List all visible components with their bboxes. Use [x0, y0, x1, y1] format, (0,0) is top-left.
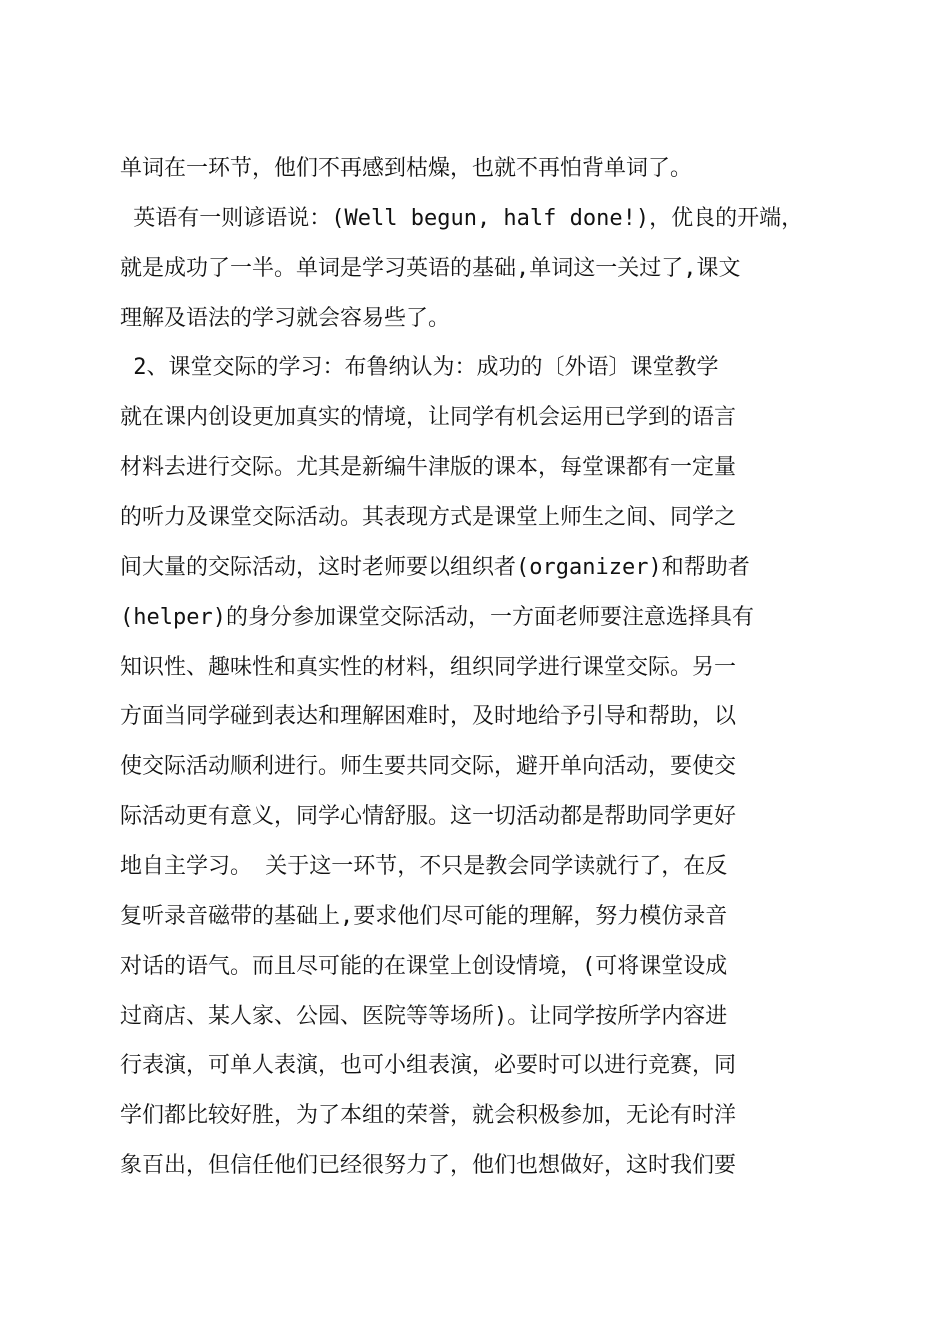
- text-line: 单词在一环节，他们不再感到枯燥，也就不再怕背单词了。: [120, 156, 693, 181]
- text-line: 对话的语气。而且尽可能的在课堂上创设情境，(可将课堂设成: [120, 954, 728, 979]
- text-line: 象百出，但信任他们已经很努力了，他们也想做好，这时我们要: [120, 1153, 737, 1178]
- text-line: 知识性、趣味性和真实性的材料，组织同学进行课堂交际。另一: [120, 655, 737, 680]
- text-line: 英语有一则谚语说：(Well begun, half done!)，优良的开端，: [120, 206, 804, 231]
- text-line: 使交际活动顺利进行。师生要共同交际，避开单向活动，要使交: [120, 754, 737, 779]
- text-line: 的听力及课堂交际活动。其表现方式是课堂上师生之间、同学之: [120, 505, 737, 530]
- text-line: 理解及语法的学习就会容易些了。: [120, 306, 451, 331]
- text-line: 学们都比较好胜，为了本组的荣誉，就会积极参加，无论有时洋: [120, 1103, 737, 1128]
- text-line: 行表演，可单人表演，也可小组表演，必要时可以进行竞赛，同: [120, 1053, 737, 1078]
- text-line: 材料去进行交际。尤其是新编牛津版的课本，每堂课都有一定量: [120, 455, 737, 480]
- text-line: 方面当同学碰到表达和理解困难时，及时地给予引导和帮助，以: [120, 704, 737, 729]
- text-line: 过商店、某人家、公园、医院等等场所)。让同学按所学内容进: [120, 1004, 728, 1029]
- text-line: 2、课堂交际的学习：布鲁纳认为：成功的〔外语〕课堂教学: [120, 355, 719, 380]
- text-line: 就在课内创设更加真实的情境，让同学有机会运用已学到的语言: [120, 405, 737, 430]
- text-line: 复听录音磁带的基础上,要求他们尽可能的理解，努力模仿录音: [120, 904, 728, 929]
- text-line: 间大量的交际活动，这时老师要以组织者(organizer)和帮助者: [120, 555, 750, 580]
- text-line: 地自主学习。 关于这一环节，不只是教会同学读就行了，在反: [120, 854, 728, 879]
- text-line: 就是成功了一半。单词是学习英语的基础,单词这一关过了,课文: [120, 256, 741, 281]
- text-line: (helper)的身分参加课堂交际活动，一方面老师要注意选择具有: [120, 605, 754, 630]
- text-line: 际活动更有意义，同学心情舒服。这一切活动都是帮助同学更好: [120, 804, 737, 829]
